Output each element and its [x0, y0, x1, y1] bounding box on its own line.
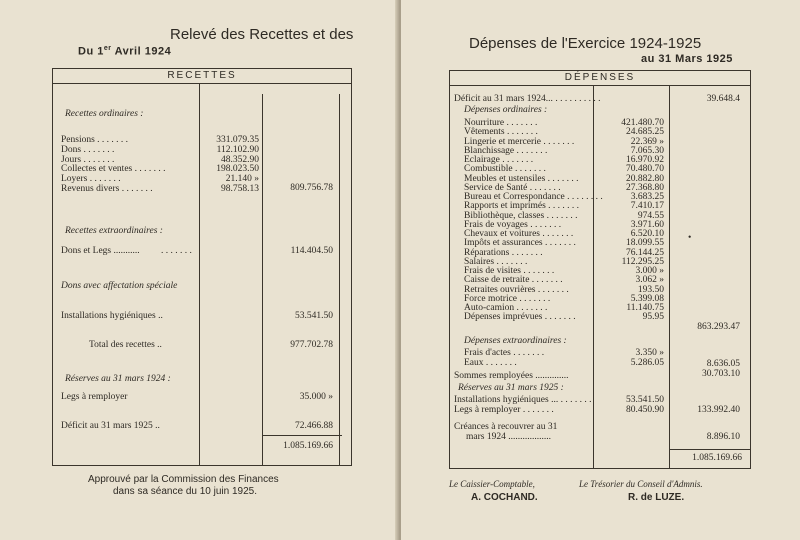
row-value: 3.062 » — [635, 275, 664, 286]
extra-expenses-heading: Dépenses extraordinaires : — [464, 336, 567, 346]
assigned-label: Installations hygiéniques .. — [61, 311, 163, 321]
expenses-header: DÉPENSES — [450, 71, 750, 86]
row-value: 48.352.90 — [221, 154, 259, 165]
ordinary-heading: Recettes ordinaires : — [65, 109, 144, 119]
approval-line-2: dans sa séance du 10 juin 1925. — [113, 486, 257, 497]
row-label: Installations hygiéniques ... . . . . . . . — [454, 395, 592, 405]
treasurer-name: R. de LUZE. — [628, 492, 685, 503]
ordinary-expenses-heading: Dépenses ordinaires : — [464, 105, 548, 115]
right-page — [401, 0, 800, 540]
expenses-grand-total: 1.085.169.66 — [692, 453, 742, 463]
row-label: Revenus divers . . . . . . . — [61, 184, 153, 194]
row-label: Bureau et Correspondance . . . . . . . . — [464, 192, 603, 202]
row-label: Frais de voyages . . . . . . . — [464, 219, 562, 230]
assigned-heading: Dons avec affectation spéciale — [61, 281, 178, 291]
row-label: Retraites ouvrières . . . . . . . — [464, 284, 569, 295]
row-value: 974.55 — [637, 210, 664, 221]
row-value: 3.000 » — [635, 266, 664, 276]
row-label: Legs à remployer . . . . . . . — [454, 405, 554, 415]
right-title: Dépenses de l'Exercice 1924-1925 — [469, 35, 702, 52]
reserves-value: 35.000 » — [299, 392, 333, 402]
row-value: 27.368.80 — [626, 182, 664, 193]
total-value: 977.702.78 — [290, 340, 333, 350]
ordinary-expenses-total: 863.293.47 — [697, 322, 740, 332]
cashier-name: A. COCHAND. — [471, 492, 538, 503]
row-label: Dépenses imprévues . . . . . . . — [464, 312, 576, 323]
row-label: Frais de visites . . . . . . . — [464, 266, 555, 276]
row-label: Meubles et ustensiles . . . . . . . — [464, 173, 579, 184]
reserves-1925-total: 133.992.40 — [697, 405, 740, 415]
reserves-1925-heading: Réserves au 31 mars 1925 : — [458, 383, 564, 393]
row-label: Vêtements . . . . . . . — [464, 127, 538, 138]
row-value: 95.95 — [642, 312, 664, 323]
total-label: Total des recettes .. — [89, 340, 162, 350]
row-value: 7.410.17 — [630, 201, 664, 212]
row-label: Auto-camion . . . . . . . — [464, 303, 548, 313]
extra-value: 114.404.50 — [290, 246, 333, 256]
row-value: 22.369 » — [630, 136, 664, 147]
left-page — [0, 0, 399, 540]
row-label: Lingerie et mercerie . . . . . . . — [464, 136, 575, 147]
claims-label-2: mars 1924 .................. — [466, 432, 551, 442]
row-value: 11.140.75 — [626, 303, 664, 313]
row-value: 76.144.25 — [626, 247, 664, 258]
row-value: 3.971.60 — [630, 219, 664, 230]
row-value: 198.023.50 — [216, 164, 259, 175]
row-label: Salaires . . . . . . . — [464, 256, 528, 267]
row-label: Chevaux et voitures . . . . . . . — [464, 229, 574, 239]
row-value: 21.140 » — [225, 174, 259, 185]
row-value: 5.286.05 — [630, 358, 664, 368]
row-value: 6.520.10 — [630, 229, 664, 239]
row-label: Dons . . . . . . . — [61, 144, 115, 155]
row-label: Loyers . . . . . . . — [61, 174, 121, 185]
prior-deficit-label: Déficit au 31 mars 1924... . . . . . . . . . . — [454, 94, 601, 104]
row-value: 112.102.90 — [216, 144, 259, 155]
row-value: 98.758.13 — [221, 184, 259, 194]
extra-expenses-total: 8.636.05 — [706, 359, 740, 369]
reused-label: Sommes remployées .............. — [454, 371, 569, 381]
row-label: Jours . . . . . . . — [61, 154, 115, 165]
row-value: 3.350 » — [635, 348, 664, 358]
bracket-mark: • — [688, 233, 692, 243]
row-label: Caisse de retraite . . . . . . . — [464, 275, 563, 286]
grand-total: 1.085.169.66 — [283, 441, 333, 451]
row-value: 421.480.70 — [621, 118, 664, 128]
deficit-value: 72.466.88 — [295, 421, 333, 431]
approval-line-1: Approuvé par la Commission des Finances — [88, 474, 279, 485]
row-value: 70.480.70 — [626, 164, 664, 175]
row-value: 80.450.90 — [626, 405, 664, 415]
row-value: 18.099.55 — [626, 238, 664, 249]
row-value: 7.065.30 — [630, 145, 664, 156]
row-value: 24.685.25 — [626, 127, 664, 138]
claims-value: 8.896.10 — [706, 432, 740, 442]
row-label: Blanchissage . . . . . . . — [464, 145, 548, 156]
row-label: Eaux . . . . . . . — [464, 358, 517, 368]
ordinary-total: 809.756.78 — [290, 183, 333, 193]
claims-label-1: Créances à recouvrer au 31 — [454, 422, 558, 432]
row-value: 112.295.25 — [621, 256, 664, 267]
expenses-table — [449, 70, 751, 469]
cashier-title: Le Caissier-Comptable, — [449, 479, 535, 489]
row-value: 331.079.35 — [216, 135, 259, 145]
left-subtitle: Du 1er Avril 1924 — [78, 45, 172, 58]
row-label: Service de Santé . . . . . . . — [464, 182, 561, 193]
row-label: Force motrice . . . . . . . — [464, 293, 551, 304]
row-value: 16.970.92 — [626, 155, 664, 165]
reserves-label: Legs à remployer — [61, 392, 128, 402]
row-value: 193.50 — [637, 284, 664, 295]
row-value: 53.541.50 — [626, 395, 664, 405]
treasurer-title: Le Trésorier du Conseil d'Admnis. — [579, 479, 703, 489]
assigned-value: 53.541.50 — [295, 311, 333, 321]
row-label: Rapports et imprimés . . . . . . . — [464, 201, 580, 212]
prior-deficit-value: 39.648.4 — [706, 94, 740, 104]
left-title: Relevé des Recettes et des — [170, 26, 354, 43]
row-value: 5.399.08 — [630, 293, 664, 304]
extra-label: Dons et Legs ........... . . . . . . . — [61, 246, 192, 256]
row-label: Pensions . . . . . . . — [61, 135, 129, 145]
row-label: Bibliothèque, classes . . . . . . . — [464, 210, 578, 221]
deficit-label: Déficit au 31 mars 1925 .. — [61, 421, 160, 431]
row-label: Réparations . . . . . . . — [464, 247, 543, 258]
row-label: Collectes et ventes . . . . . . . — [61, 164, 166, 175]
row-label: Eclairage . . . . . . . — [464, 155, 534, 165]
row-label: Frais d'actes . . . . . . . — [464, 348, 545, 358]
row-label: Nourriture . . . . . . . — [464, 118, 538, 128]
reserves-heading: Réserves au 31 mars 1924 : — [65, 374, 171, 384]
reused-value: 30.703.10 — [702, 369, 740, 379]
right-subtitle: au 31 Mars 1925 — [641, 53, 733, 65]
row-label: Impôts et assurances . . . . . . . — [464, 238, 576, 249]
row-label: Combustible . . . . . . . — [464, 164, 546, 175]
row-value: 3.683.25 — [630, 192, 664, 202]
extra-heading: Recettes extraordinaires : — [65, 226, 163, 236]
receipts-header: RECETTES — [53, 69, 351, 84]
receipts-table — [52, 68, 352, 466]
row-value: 20.882.80 — [626, 173, 664, 184]
